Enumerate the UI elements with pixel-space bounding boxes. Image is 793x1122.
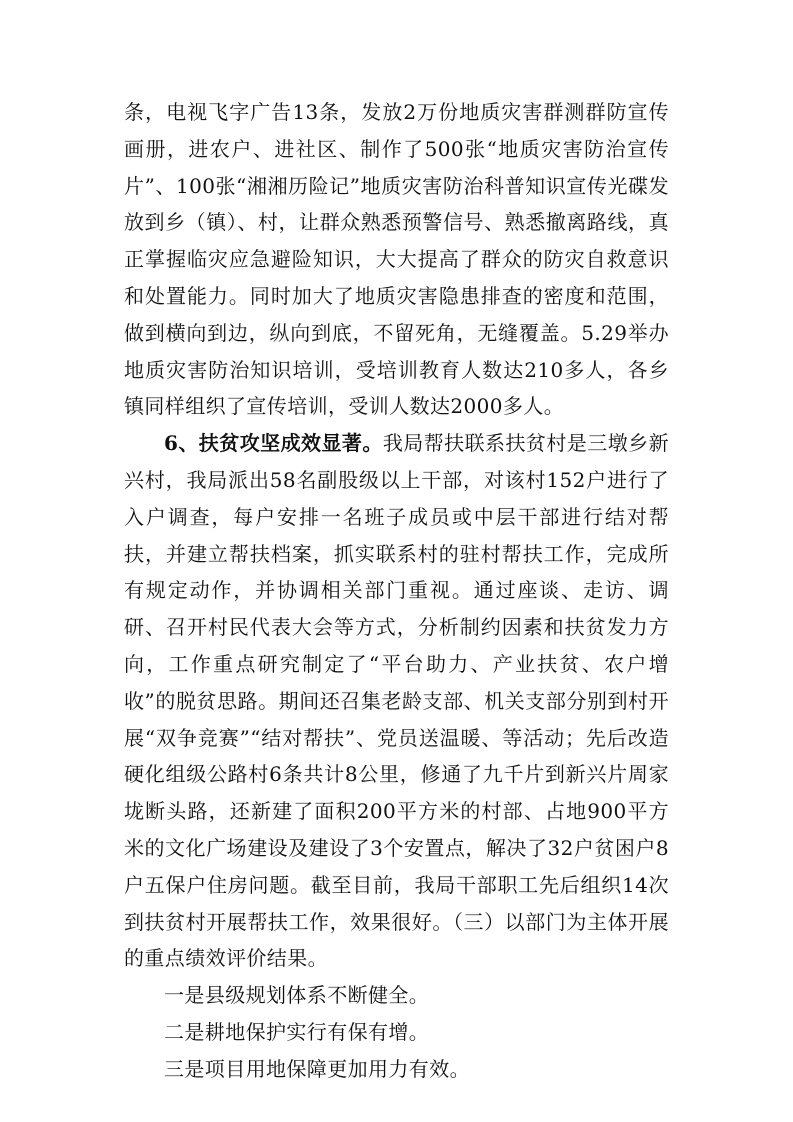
paragraph-poverty-alleviation-body: 我局帮扶联系扶贫村是三墩乡新兴村，我局派出58名副股级以上干部，对该村152户进行了入户调查，每户安排一名班子成员或中层干部进行结对帮扶，并建立帮扶档案，抓实联系村的驻村帮扶工作，完成所有规定动作，并协调相关部门重视。通过座谈、走访、调研、召开村民代表大会等方式，分析制约因素和扶贫发力方向，工作重点研究制定了“平台助力、产业扶贫、农户增收”的脱贫思路。期间还召集老龄支部、机关支部分别到村开展“双争竞赛”“结对帮扶”、党员送温暖、等活动；先后改造硬化组级公路村6条共计8公里，修通了九千片到新兴片周家垅断头路，还新建了面积200平方米的村部、占地900平方米的文化广场建设及建设了3个安置点，解决了32户贫困户8户五保户住房问题。截至目前，我局干部职工先后组织14次到扶贫村开展帮扶工作，效果很好。（三）以部门为主体开展的重点绩效评价结果。 [124, 431, 669, 971]
section-heading-poverty-alleviation: 6、扶贫攻坚成效显著。 [164, 431, 383, 456]
paragraph-publicity: 条，电视飞字广告13条，发放2万份地质灾害群测群防宣传画册，进农户、进社区、制作了500张“地质灾害防治宣传片”、100张“湘湘历险记”地质灾害防治科普知识宣传光碟发放到乡（镇）、村，让群众熟悉预警信号、熟悉撤离路线，真正掌握临灾应急避险知识，大大提高了群众的防灾自救意识和处置能力。同时加大了地质灾害隐患排查的密度和范围，做到横向到边，纵向到底，不留死角，无缝覆盖。5.29举办地质灾害防治知识培训，受培训教育人数达210多人，各乡镇同样组织了宣传培训，受训人数达2000多人。 [124, 100, 669, 419]
result-item-2: 二是耕地保护实行有保有增。 [164, 1019, 430, 1044]
result-item-1: 一是县级规划体系不断健全。 [164, 983, 430, 1008]
paragraph-poverty-alleviation [124, 425, 669, 977]
result-item-3: 三是项目用地保障更加用力有效。 [164, 1056, 470, 1081]
document-body [124, 94, 669, 1088]
